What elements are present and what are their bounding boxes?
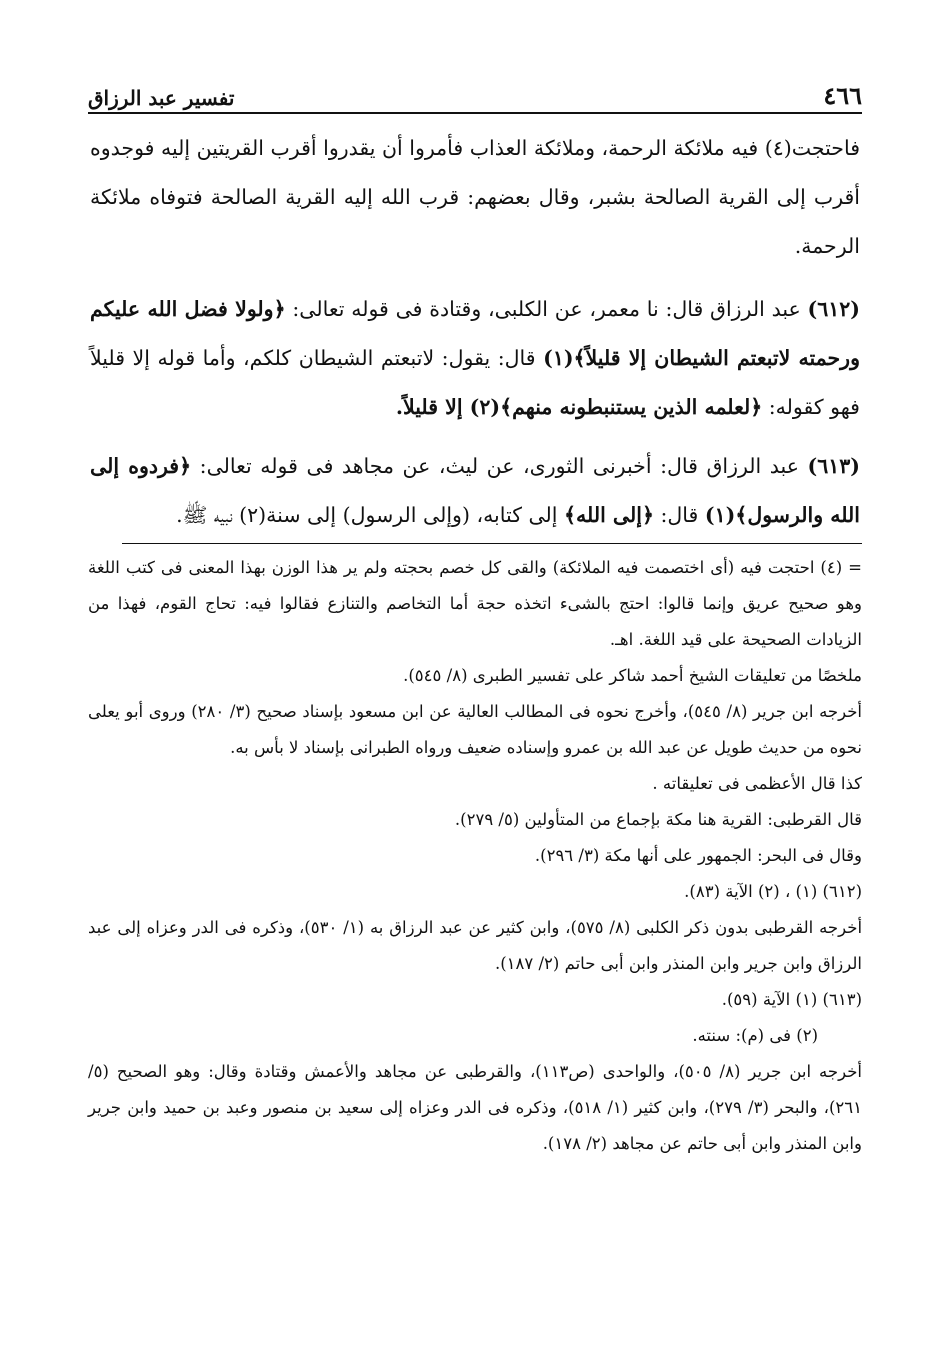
main-text [90, 124, 860, 550]
entry-612-verse-1: ﴿ولولا فضل الله عليكم ورحمته لاتبعتم الشيطان إلا قليلاً﴾(١) [90, 297, 860, 370]
footnote-reference: (٦١٢) (١) ، (٢) الآية (٨٣). [684, 882, 862, 901]
footnote: ملخصًا من تعليقات الشيخ أحمد شاكر على تفسير الطبرى (٨/ ٥٤٥). [403, 666, 862, 685]
footnote-separator [122, 543, 862, 544]
footnote: = (٤) احتجت فيه (أى اختصمت فيه الملائكة) والقى كل خصم بحجته ولم ير هذا الوزن بهذا المعنى فى كتب اللغة وهو صحيح عريق وإنما قالوا: احتج بالشىء اتخذه حجة أما التخاصم والتنازع فقالوا فيه: تحاج القوم، فهذا من الزيادات الصحيحة على قيد اللغة. اهـ. [88, 558, 862, 649]
footnote-reference: (٢) فى (م): سنته. [692, 1026, 818, 1045]
entry-613-text-2: قال: [660, 503, 699, 527]
running-title: تفسير عبد الرزاق [88, 86, 235, 110]
entry-612 [90, 285, 860, 432]
footnote: أخرجه ابن جرير (٨/ ٥٤٥)، وأخرج نحوه فى المطالب العالية عن ابن مسعود بإسناد صحيح (٣/ ٢٨٠) وروى أبو يعلى نحوه من حديث طويل عن عبد الله بن عمرو وإسناده ضعيف ورواه الطبرانى بإسناد لا بأس به. [88, 702, 863, 757]
footnote-reference: (٦١٣) (١) الآية (٥٩). [721, 990, 862, 1009]
entry-613-text-3: إلى كتابه، (وإلى الرسول) إلى سنة(٢) نبيه ﷺ. [176, 503, 558, 527]
continuation-paragraph: فاحتجت(٤) فيه ملائكة الرحمة، وملائكة العذاب فأمروا أن يقدروا أقرب القريتين إليه فوجدوه أقرب إلى القرية الصالحة بشبر، وقال بعضهم: قرب الله إليه القرية الصالحة فتوفاه ملائكة الرحمة. [90, 136, 860, 258]
entry-613-text-1: عبد الرزاق قال: أخبرنى الثورى، عن ليث، عن مجاهد فى قوله تعالى: [199, 454, 799, 478]
footnote: أخرجه ابن جرير (٨/ ٥٠٥)، والواحدى (ص١١٣)، والقرطبى عن مجاهد والأعمش وقتادة وقال: وهو الصحيح (٥/ ٢٦١)، والبحر (٣/ ٢٧٩)، وابن كثير (١/ ٥١٨)، وذكره فى الدر وعزاه إلى سعيد بن منصور وعبد بن حميد وابن جرير وابن المنذر وابن أبى حاتم عن مجاهد (٢/ ١٧٨). [88, 1062, 862, 1153]
header-rule [88, 112, 862, 114]
entry-612-text-1: عبد الرزاق قال: نا معمر، عن الكلبى، وقتادة فى قوله تعالى: [292, 297, 801, 321]
footnote: قال القرطبى: القرية هنا مكة بإجماع من المتأولين (٥/ ٢٧٩). [454, 810, 862, 829]
entry-613 [90, 442, 860, 540]
footnote: وقال فى البحر: الجمهور على أنها مكة (٣/ ٢٩٦). [534, 846, 862, 865]
entry-613-verse-2: ﴿إلى الله﴾ [564, 503, 654, 527]
entry-612-text-2: قال: يقول: لاتبعتم الشيطان كلكم، وأما قوله إلا قليلاً فهو كقوله: [90, 346, 860, 419]
footnote: كذا قال الأعظمى فى تعليقاته . [652, 774, 862, 793]
page-number: ٤٦٦ [823, 81, 862, 110]
footnotes [88, 550, 862, 1162]
footnote: أخرجه القرطبى بدون ذكر الكلبى (٨/ ٥٧٥)، وابن كثير عن عبد الرزاق به (١/ ٥٣٠)، وذكره فى الدر وعزاه إلى عبد الرزاق وابن جرير وابن المنذر وابن أبى حاتم (٢/ ١٨٧). [88, 918, 863, 973]
entry-613-verse-1: ﴿فردوه إلى الله والرسول﴾(١) [90, 454, 860, 527]
entry-613-number: (٦١٣) [807, 454, 860, 478]
page-header [88, 74, 862, 110]
entry-612-number: (٦١٢) [807, 297, 860, 321]
entry-612-verse-2: ﴿لعلمه الذين يستنبطونه منهم﴾(٢) إلا قليلاً. [395, 395, 763, 419]
